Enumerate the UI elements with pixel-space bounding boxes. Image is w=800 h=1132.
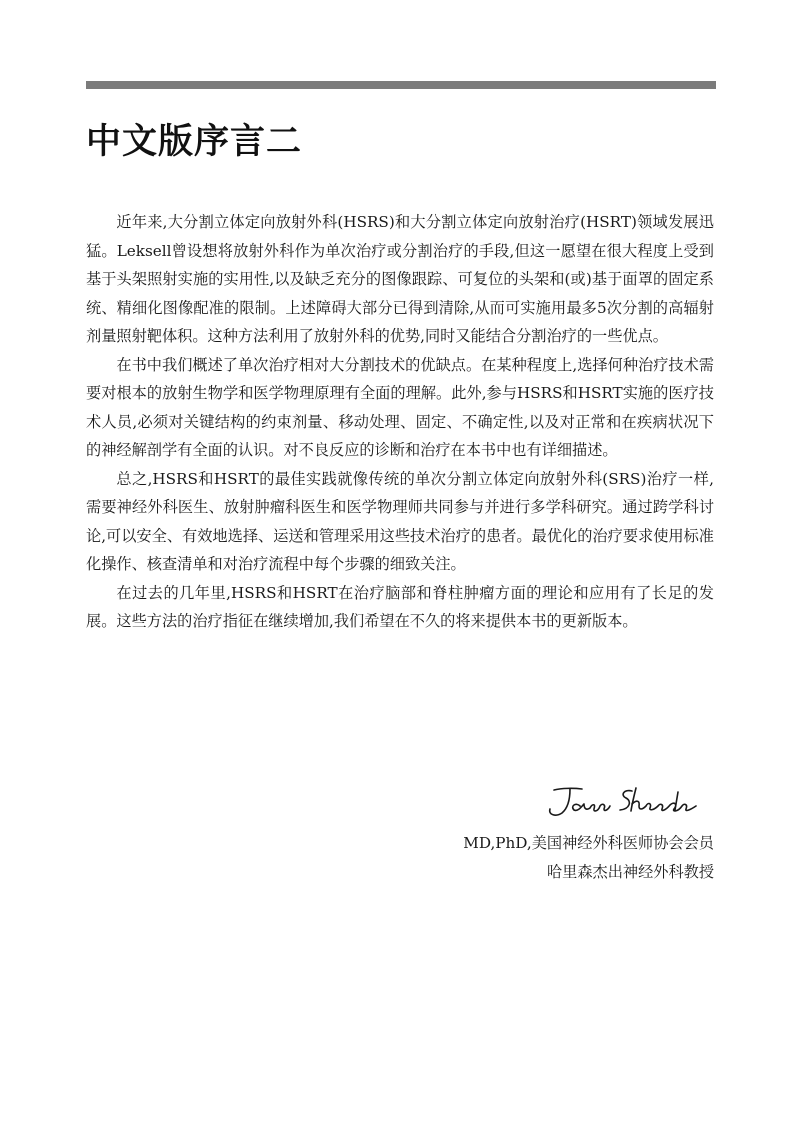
paragraph-4: 在过去的几年里,HSRS和HSRT在治疗脑部和脊柱肿瘤方面的理论和应用有了长足的发展。这些方法的治疗指征在继续增加,我们希望在不久的将来提供本书的更新版本。 — [86, 583, 714, 630]
paragraph-1: 近年来,大分割立体定向放射外科(HSRS)和大分割立体定向放射治疗(HSRT)领域发展迅猛。Leksell曾设想将放射外科作为单次治疗或分割治疗的手段,但这一愿望在很大程度上受到基于头架照射实施的实用性,以及缺乏充分的图像跟踪、可复位的头架和(或)基于面罩的固定系统、精细化图像配准的限制。上述障碍大部分已得到清除,从而可实施用最多5次分割的高辐射剂量照射靶体积。这种方法利用了放射外科的优势,同时又能结合分割治疗的一些优点。 — [86, 213, 714, 345]
signature-affiliation: 哈里森杰出神经外科教授 — [546, 863, 714, 881]
paragraph-2: 在书中我们概述了单次治疗相对大分割技术的优缺点。在某种程度上,选择何种治疗技术需要对根本的放射生物学和医学物理原理有全面的理解。此外,参与HSRS和HSRT实施的医疗技术人员,必须对关键结构的约束剂量、移动处理、固定、不确定性,以及对正常和在疾病状况下的神经解剖学有全面的认识。对不良反应的诊断和治疗在本书中也有详细描述。 — [86, 355, 714, 459]
top-rule — [86, 81, 716, 89]
signature-title: MD,PhD,美国神经外科医师协会会员 — [463, 834, 714, 852]
paragraph-3: 总之,HSRS和HSRT的最佳实践就像传统的单次分割立体定向放射外科(SRS)治疗一样,需要神经外科医生、放射肿瘤科医生和医学物理师共同参与并进行多学科研究。通过跨学科讨论,可以安全、有效地选择、运送和管理采用这些技术治疗的患者。最优化的治疗要求使用标准化操作、核查清单和对治疗流程中每个步骤的细致关注。 — [86, 469, 714, 573]
handwritten-signature — [540, 782, 700, 824]
page-title: 中文版序言二 — [86, 122, 303, 162]
preface-body — [86, 208, 714, 636]
